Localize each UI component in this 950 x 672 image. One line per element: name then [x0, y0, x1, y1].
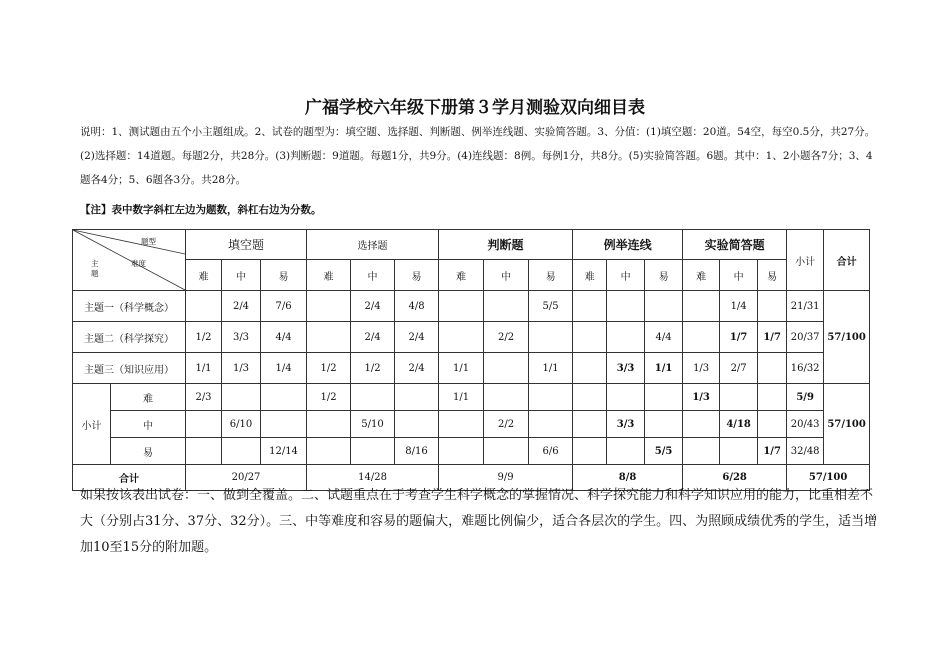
table-cell	[683, 322, 720, 353]
table-cell	[607, 291, 645, 322]
table-cell: 1/3	[683, 353, 720, 384]
table-cell	[758, 353, 787, 384]
table-cell	[645, 411, 683, 438]
table-cell: 1/2	[351, 353, 395, 384]
table-cell: 2/4	[222, 291, 261, 322]
corner-header-cell	[73, 230, 186, 291]
table-cell: 1/1	[439, 384, 484, 411]
table-cell	[607, 322, 645, 353]
table-row	[73, 384, 870, 411]
table-cell: 5/5	[645, 438, 683, 465]
group-header: 判断题	[439, 230, 573, 260]
table-cell: 1/7	[720, 322, 758, 353]
table-cell	[758, 411, 787, 438]
level-header: 难	[186, 260, 222, 291]
table-cell: 4/4	[645, 322, 683, 353]
table-cell	[683, 411, 720, 438]
topic-label: 主题一（科学概念）	[73, 291, 186, 322]
table-cell: 6/6	[529, 438, 573, 465]
table-cell: 2/4	[395, 353, 439, 384]
level-header: 难	[573, 260, 607, 291]
level-header: 易	[645, 260, 683, 291]
total-row-cell: 6/28	[683, 465, 787, 491]
table-cell	[351, 384, 395, 411]
table-cell	[351, 438, 395, 465]
table-cell	[261, 384, 307, 411]
table-cell: 32/48	[787, 438, 824, 465]
topic-label: 主题二（科学探究）	[73, 322, 186, 353]
corner-type-label: 题型	[141, 237, 156, 246]
table-cell	[439, 438, 484, 465]
table-cell: 1/3	[683, 384, 720, 411]
table-cell: 1/2	[307, 353, 351, 384]
table-cell: 5/10	[351, 411, 395, 438]
corner-difficulty-label: 难度	[131, 259, 146, 268]
level-header: 易	[395, 260, 439, 291]
level-header: 中	[720, 260, 758, 291]
table-cell	[607, 384, 645, 411]
table-cell: 2/4	[351, 291, 395, 322]
table-cell	[645, 291, 683, 322]
total-row-cell: 8/8	[573, 465, 683, 491]
table-cell	[307, 291, 351, 322]
table-cell: 21/31	[787, 291, 824, 322]
group-header: 合计	[824, 230, 870, 291]
table-cell: 5/5	[529, 291, 573, 322]
table-cell	[484, 353, 529, 384]
table-cell	[307, 411, 351, 438]
total-row-label: 合计	[73, 465, 186, 491]
table-cell: 2/2	[484, 322, 529, 353]
table-cell: 1/4	[720, 291, 758, 322]
difficulty-label: 难	[111, 384, 186, 411]
table-cell: 1/2	[186, 322, 222, 353]
table-cell	[683, 438, 720, 465]
table-cell: 12/14	[261, 438, 307, 465]
table-cell: 1/1	[645, 353, 683, 384]
table-cell	[439, 291, 484, 322]
corner-topic-label-top: 主	[91, 259, 99, 268]
table-cell	[573, 411, 607, 438]
level-header: 中	[222, 260, 261, 291]
table-cell: 1/1	[439, 353, 484, 384]
specification-table	[72, 229, 870, 491]
table-cell: 2/7	[720, 353, 758, 384]
table-cell	[484, 384, 529, 411]
table-row	[73, 353, 870, 384]
table-cell	[439, 322, 484, 353]
total-cell: 57/100	[824, 384, 870, 465]
table-cell	[186, 411, 222, 438]
table-cell: 2/4	[395, 322, 439, 353]
table-cell: 2/3	[186, 384, 222, 411]
table-cell	[683, 291, 720, 322]
table-cell	[720, 384, 758, 411]
group-header: 选择题	[307, 230, 439, 260]
table-cell: 5/9	[787, 384, 824, 411]
table-cell: 1/4	[261, 353, 307, 384]
table-cell: 20/37	[787, 322, 824, 353]
topic-label: 主题三（知识应用）	[73, 353, 186, 384]
total-row-cell: 9/9	[439, 465, 573, 491]
table-cell: 20/43	[787, 411, 824, 438]
table-cell	[573, 291, 607, 322]
total-row-cell: 14/28	[307, 465, 439, 491]
table-cell: 1/2	[307, 384, 351, 411]
group-header: 填空题	[186, 230, 307, 260]
table-cell	[573, 322, 607, 353]
level-header: 难	[307, 260, 351, 291]
analysis-paragraph: 如果按该表出试卷：一、做到全覆盖。二、试题重点在于考查学生科学概念的掌握情况、科学探究能力和科学知识应用的能力，比重相差不大（分别占31分、37分、32分）。三、中等难度和容易的题偏大，难题比例偏少，适合各层次的学生。四、为照顾成绩优秀的学生，适当增加10至15分的附加题。	[80, 488, 878, 555]
instructions-paragraph: 说明：1、测试题由五个小主题组成。2、试卷的题型为：填空题、选择题、判断题、例举连线题、实验简答题。3、分值：(1)填空题：20道。54空，每空0.5分，共27分。(2)选择题：14道题。每题2分，共28分。(3)判断题：9道题。每题1分，共9分。(4)连线题：8例。每例1分，共8分。(5)实验简答题。6题。其中：1、2小题各7分；3、4题各4分；5、6题各3分。共28分。	[80, 126, 876, 186]
diagonal-lines	[73, 230, 185, 290]
table-note: 【注】表中数字斜杠左边为题数，斜杠右边为分数。	[80, 204, 322, 216]
table-cell: 1/3	[222, 353, 261, 384]
table-cell	[484, 291, 529, 322]
page-title: 广福学校六年级下册第３学月测验双向细目表	[305, 98, 645, 118]
table-cell	[529, 384, 573, 411]
table-cell: 4/18	[720, 411, 758, 438]
total-cell: 57/100	[824, 291, 870, 384]
group-header: 实验简答题	[683, 230, 787, 260]
table-cell: 6/10	[222, 411, 261, 438]
table-cell	[222, 384, 261, 411]
table-cell: 1/7	[758, 438, 787, 465]
table-cell: 1/7	[758, 322, 787, 353]
table-cell: 3/3	[607, 353, 645, 384]
total-row-grand-total: 57/100	[787, 465, 870, 491]
table-cell	[395, 384, 439, 411]
group-header: 例举连线	[573, 230, 683, 260]
level-header: 易	[529, 260, 573, 291]
subtotal-label: 小计	[73, 384, 111, 465]
level-header: 易	[261, 260, 307, 291]
difficulty-label: 易	[111, 438, 186, 465]
level-header: 难	[683, 260, 720, 291]
table-row	[73, 438, 870, 465]
table-cell	[758, 384, 787, 411]
table-cell: 8/16	[395, 438, 439, 465]
table-cell: 1/1	[186, 353, 222, 384]
difficulty-label: 中	[111, 411, 186, 438]
total-row-cell: 20/27	[186, 465, 307, 491]
level-header: 难	[439, 260, 484, 291]
table-cell	[758, 291, 787, 322]
table-cell	[186, 291, 222, 322]
table-cell	[307, 438, 351, 465]
table-cell	[222, 438, 261, 465]
table-cell	[720, 438, 758, 465]
table-cell	[439, 411, 484, 438]
table-cell: 3/3	[607, 411, 645, 438]
table-cell: 4/4	[261, 322, 307, 353]
table-cell	[573, 438, 607, 465]
table-cell: 7/6	[261, 291, 307, 322]
table-row	[73, 322, 870, 353]
table-cell: 4/8	[395, 291, 439, 322]
table-row	[73, 411, 870, 438]
table-cell: 2/2	[484, 411, 529, 438]
table-cell	[529, 322, 573, 353]
table-cell: 2/4	[351, 322, 395, 353]
table-cell: 3/3	[222, 322, 261, 353]
table-cell	[573, 384, 607, 411]
level-header: 中	[484, 260, 529, 291]
table-cell	[607, 438, 645, 465]
table-cell	[395, 411, 439, 438]
level-header: 中	[607, 260, 645, 291]
level-header: 中	[351, 260, 395, 291]
table-cell: 16/32	[787, 353, 824, 384]
table-cell	[186, 438, 222, 465]
table-cell	[529, 411, 573, 438]
table-cell: 1/1	[529, 353, 573, 384]
table-cell	[307, 322, 351, 353]
table-cell	[484, 438, 529, 465]
table-cell	[573, 353, 607, 384]
table-row	[73, 291, 870, 322]
group-header: 小计	[787, 230, 824, 291]
corner-topic-label-bottom: 题	[91, 269, 99, 278]
table-cell	[645, 384, 683, 411]
level-header: 易	[758, 260, 787, 291]
table-cell	[261, 411, 307, 438]
